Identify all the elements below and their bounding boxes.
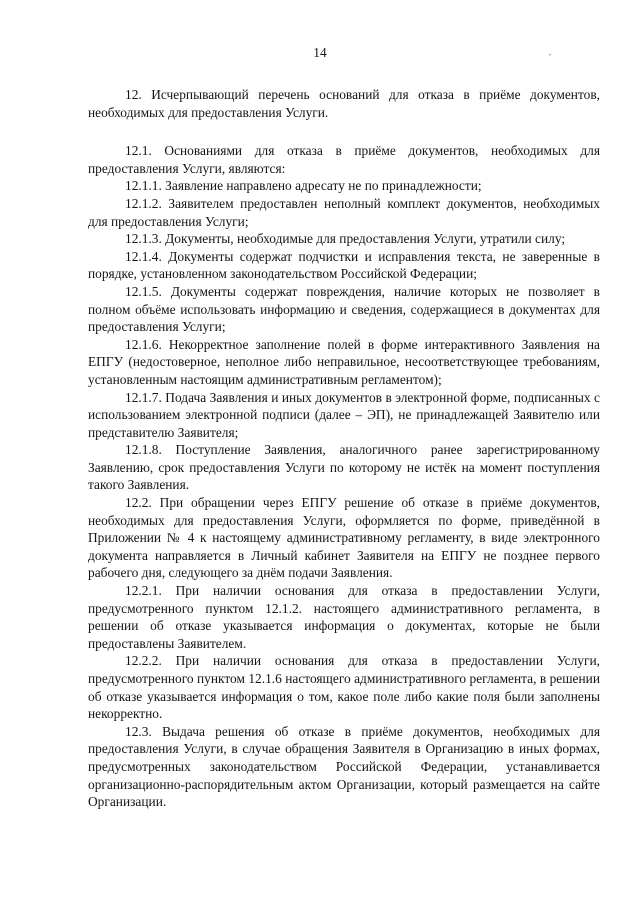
- paragraph: 12.1.7. Подача Заявления и иных документов в электронной форме, подписанных с использованием электронной подписи (далее – ЭП), не принадлежащей Заявителю или представителю Заявителя;: [88, 389, 600, 440]
- paragraph: 12.1. Основаниями для отказа в приёме документов, необходимых для предоставления Услуги, являются:: [88, 143, 600, 176]
- paragraph: 12.1.4. Документы содержат подчистки и исправления текста, не заверенные в порядке, установленном законодательством Российской Федерации;: [88, 248, 600, 282]
- paragraph: 12.1.8. Поступление Заявления, аналогичного ранее зарегистрированному Заявлению, срок предоставления Услуги по которому не истёк на момент поступления такого Заявления.: [88, 442, 600, 493]
- document-body: [88, 86, 600, 811]
- paragraph: 12.1.2. Заявителем предоставлен неполный комплект документов, необходимых для предоставления Услуги;: [88, 195, 600, 229]
- paragraph: 12.3. Выдача решения об отказе в приёме документов, необходимых для предоставления Услуги, в случае обращения Заявителя в Организацию в иных формах, предусмотренных законодательством Российской Федерации, устанавливается организационно-распорядительным актом Организации, который размещается на сайте Организации.: [88, 723, 600, 810]
- page-number: 14: [313, 45, 327, 60]
- scan-speck: •: [549, 53, 552, 59]
- paragraph: 12.1.1. Заявление направлено адресату не по принадлежности;: [125, 178, 482, 194]
- paragraph: 12.2.2. При наличии основания для отказа в предоставлении Услуги, предусмотренного пунктом 12.1.6 настоящего административного регламента, в решении об отказе указывается информация о том, какое поле либо какие поля были заполнены некорректно.: [88, 653, 600, 722]
- spacer: [88, 121, 600, 142]
- paragraph: 12.2. При обращении через ЕПГУ решение об отказе в приёме документов, необходимых для предоставления Услуги, оформляется по форме, приведённой в Приложении № 4 к настоящему административному регламенту, в виде электронного документа направляется в Личный кабинет Заявителя на ЕПГУ не позднее первого рабочего дня, следующего за днём подачи Заявления.: [88, 495, 600, 581]
- paragraph: 12.1.5. Документы содержат повреждения, наличие которых не позволяет в полном объёме использовать информацию и сведения, содержащиеся в документах для предоставления Услуги;: [88, 283, 600, 335]
- section-heading: 12. Исчерпывающий перечень оснований для отказа в приёме документов, необходимых для предоставления Услуги.: [88, 87, 600, 120]
- paragraph: 12.1.3. Документы, необходимые для предоставления Услуги, утратили силу;: [125, 231, 566, 247]
- paragraph: 12.1.6. Некорректное заполнение полей в форме интерактивного Заявления на ЕПГУ (недостоверное, неполное либо неправильное, несоответствующее требованиям, установленным настоящим административным регламентом);: [88, 336, 600, 387]
- paragraph: 12.2.1. При наличии основания для отказа в предоставлении Услуги, предусмотренного пунктом 12.1.2. настоящего административного регламента, в решении об отказе указывается информация о документах, которые не были предоставлены Заявителем.: [88, 583, 600, 651]
